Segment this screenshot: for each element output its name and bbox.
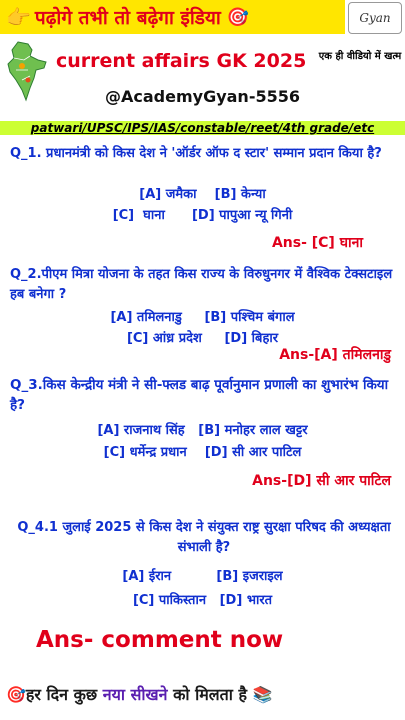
question-2: Q_2.पीएम मित्रा योजना के तहत किस राज्य के विरुधुनगर में वैश्विक टेक्सटाइल हब बनेगा ? [10,267,393,302]
banner-text: पढ़ोगे तभी तो बढ़ेगा इंडिया [34,7,221,29]
question-2-options-ab: [A] तमिलनाडु [B] पश्चिम बंगाल [110,310,295,325]
pointing-hand-icon: 👉 [6,5,31,29]
question-1: Q_1. प्रधानमंत्री को किस देश ने 'ऑर्डर ऑफ द स्टार' सम्मान प्रदान किया है? [10,146,382,161]
question-4: Q_4.1 जुलाई 2025 से किस देश ने संयुक्त राष्ट्र सुरक्षा परिषद की अध्यक्षता संभाली है? [17,520,391,555]
books-icon: 📚 [252,685,273,704]
question-1-options-cd: [C] घाना [D] पापुआ न्यू गिनी [112,208,293,223]
footer-text-highlight: नया सीखने [102,685,168,704]
footer-tagline [6,683,272,705]
target-icon: 🎯 [6,685,26,704]
page-title: current affairs GK 2025 [56,50,307,72]
question-4-options-cd: [C] पाकिस्तान [D] भारत [132,593,273,608]
question-3: Q_3.किस केन्द्रीय मंत्री ने सी-फ्लड बाढ़ पूर्वानुमान प्रणाली का शुभारंभ किया है? [10,377,389,413]
footer-text-end: को मिलता है [167,685,247,704]
question-1-answer: Ans- [C] घाना [271,235,363,251]
final-answer: Ans- comment now [36,627,284,653]
exam-list: patwari/UPSC/IPS/IAS/constable/reet/4th grade/etc [0,121,405,135]
top-banner [0,0,345,34]
question-3-options-cd: [C] धर्मेन्द्र प्रधान [D] सी आर पाटिल [103,445,302,460]
logo-text: Gyan [359,11,391,25]
channel-logo [348,2,402,34]
channel-handle: @AcademyGyan-5556 [105,87,300,106]
question-4-options-ab: [A] ईरान [B] इजराइल [122,569,283,584]
question-2-options-cd: [C] आंध्र प्रदेश [D] बिहार [126,331,279,346]
question-3-options-ab: [A] राजनाथ सिंह [B] मनोहर लाल खट्टर [97,423,308,438]
question-3-answer: Ans-[D] सी आर पाटिल [252,473,391,489]
question-2-answer: Ans-[A] तमिलनाडु [279,347,391,363]
question-1-options-ab: [A] जमैका [B] केन्या [139,187,266,202]
side-caption: एक ही वीडियो में खत्म [318,51,402,62]
footer-text-start: हर दिन कुछ [25,685,103,704]
target-icon: 🎯 [226,6,250,28]
